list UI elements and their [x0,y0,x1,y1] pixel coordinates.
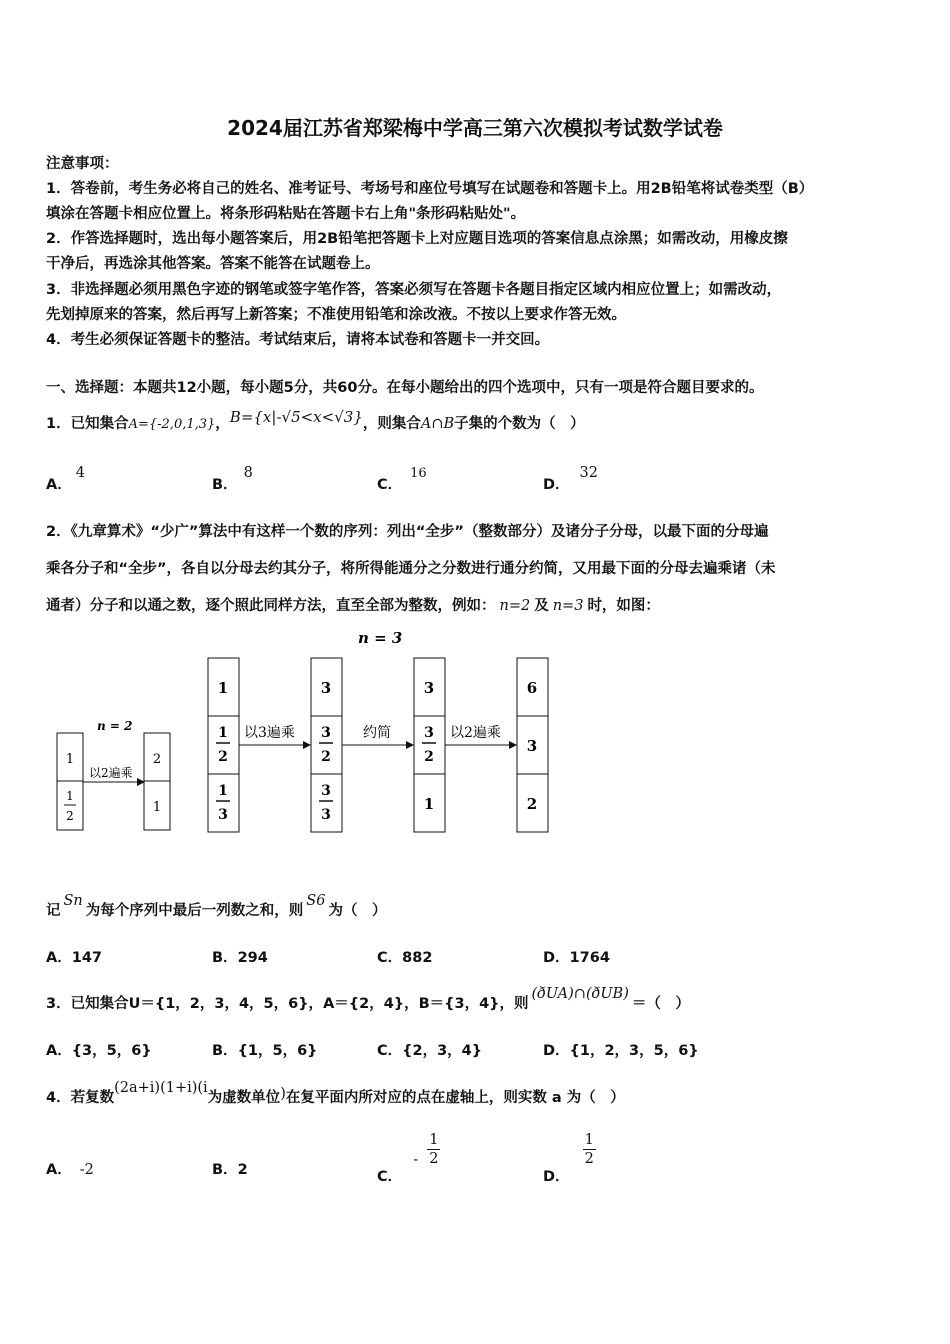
q1-comma: ， [215,416,230,432]
q3-expression: (ðUA)∩(ðUB) [531,986,629,1002]
simplify-label: 约简 [363,725,391,741]
n2-left-cell-1: 1 [65,752,75,767]
q2-line-1: 2．《九章算术》“少广”算法中有这样一个数的序列：列出“全步”（整数部分）及诸分子分母，以最下面的分母遍 [46,524,769,540]
n3-col1-cell-1: 1 [217,679,229,697]
frac-den: 2 [66,809,74,823]
q1-intersection: A∩B [420,416,455,432]
q2-option-c [377,946,432,967]
option-label: B． [212,1162,238,1178]
option-label: C． [377,477,403,493]
option-label: B． [212,950,238,966]
q2-option-b [212,946,268,967]
notice-line: 干净后，再选涂其他答案。答案不能答在试题卷上。 [46,256,380,272]
notice-line: 3．非选择题必须用黑色字迹的钢笔或签字笔作答，答案必须写在答题卡各题目指定区域内相应位置上；如需改动， [46,282,782,298]
section-heading: 一、选择题：本题共12小题，每小题5分，共60分。在每小题给出的四个选项中，只有一项是符合题目要求的。 [46,380,764,396]
svg-text:3: 3 [321,725,331,741]
notice-line: 2．作答选择题时，选出每小题答案后，用2B铅笔把答题卡上对应题目选项的答案信息点涂黑；如需改动，用橡皮擦 [46,231,788,247]
n3-label [358,629,402,647]
n2-arrow-label: 以2遍乘 [89,766,133,780]
option-label: D． [543,950,570,966]
notice-line: 1．答卷前，考生务必将自己的姓名、准考证号、考场号和座位号填写在试题卷和答题卡上。用2B铅笔将试卷类型（B） [46,181,814,197]
q2-ask [46,893,387,920]
question-3 [46,986,690,1013]
q2-line-3 [46,594,660,615]
svg-text:2: 2 [321,749,331,765]
option-label: D． [543,477,570,493]
n3-col4-cell-2: 3 [526,737,538,755]
q3-option-c [377,1039,482,1060]
notice-line: 先划掉原来的答案，然后再写上新答案；不准使用铅笔和涂改液。不按以上要求作答无效。 [46,307,626,323]
notice-heading: 注意事项： [46,156,119,172]
q4-paren: ) [280,1086,286,1102]
n2-left-column [57,733,83,830]
svg-text:3: 3 [321,783,331,799]
fraction-denominator: 2 [584,1151,594,1167]
svg-text:3: 3 [424,725,434,741]
q3-tail: ＝（ ） [631,996,690,1012]
fraction-neg-half [427,1131,440,1168]
option-label: A． [46,1043,72,1059]
q1-option-b [212,465,253,494]
q1-set-b: B={x|-√5<x<√3} [229,408,363,426]
svg-text:1: 1 [218,783,228,799]
n3-col3-cell-1: 3 [423,679,435,697]
n2-right-cell-1: 2 [152,752,162,767]
q2-option-d [543,946,610,967]
option-value: {2，3，4} [402,1043,483,1059]
option-value: 882 [402,950,433,966]
option-value: -2 [79,1162,94,1178]
q2-line-3-tail: 时，如图： [587,598,660,614]
n3-col2-cell-1: 3 [320,679,332,697]
q2-n3: n=3 [552,598,584,614]
q1-suffix: ，则集合 [362,416,421,432]
q1-option-d [543,465,598,494]
q2-line-2: 乘各分子和“全步”，各自以分母去约其分子，将所得能通分之分数进行通分约简，又用最下面的分母去遍乘诸（未 [46,561,776,577]
svg-text:2: 2 [424,749,434,765]
q3-set-b: B＝{3，4}， [418,996,514,1012]
q3-then: 则 [514,996,529,1012]
option-value: 4 [75,465,85,481]
q1-set-a: A={-2,0,1,3} [128,417,216,432]
question-1 [46,408,585,433]
option-value: 1764 [569,950,610,966]
q2-line-3-text: 通者）分子和以通之数，逐个照此同样方法，直至全部为整数，例如： [46,598,496,614]
q3-set-a: A＝{2，4}， [323,996,419,1012]
n3-column-4 [517,658,548,832]
svg-text:2: 2 [218,749,228,765]
option-label: A． [46,1162,72,1178]
fraction-numerator: 1 [429,1132,439,1148]
frac-num: 1 [66,789,74,803]
svg-text:n = 3: n = 3 [358,629,403,647]
notice-line: 4．考生必须保证答题卡的整洁。考试结束后，请将本试卷和答题卡一并交回。 [46,332,550,348]
option-value: 147 [71,950,103,966]
q3-set-u: U＝{1，2，3，4，5，6}， [128,996,324,1012]
n3-column-3 [414,658,445,832]
option-label: C． [377,1168,403,1185]
option-value: {1，5，6} [237,1043,318,1059]
n3-col3-cell-3: 1 [423,795,435,813]
q2-ask-b: 为每个序列中最后一列数之和，则 [85,903,304,919]
n2-label: n = 2 [97,719,133,733]
q4-tail: 在复平面内所对应的点在虚轴上，则实数 a 为（ ） [285,1090,625,1106]
option-label: D． [543,1168,570,1185]
n3-col4-cell-3: 2 [526,795,538,813]
q2-option-a [46,946,102,967]
q4-prefix: 4．若复数 [46,1090,115,1106]
q4-option-d [543,1131,596,1185]
q4-option-c [377,1131,440,1185]
option-label: C． [377,1043,403,1059]
option-label: C． [377,950,403,966]
option-value: 2 [237,1162,248,1178]
q1-prefix: 1．已知集合 [46,416,129,432]
n3-column-1 [208,658,239,832]
q4-option-a [46,1158,94,1179]
minus-sign: - [413,1151,419,1168]
q2-figure [40,620,570,845]
option-value: 294 [237,950,268,966]
option-value: 16 [410,466,427,481]
fraction-denominator: 2 [429,1151,439,1167]
svg-text:3: 3 [321,807,331,823]
option-label: A． [46,477,72,493]
q4-expression: (2a+i)(1+i)(i [114,1080,208,1096]
q3-option-b [212,1039,317,1060]
question-4 [46,1080,625,1107]
fraction-half [583,1131,596,1168]
notice-line: 填涂在答题卡相应位置上。将条形码粘贴在答题卡右上角"条形码粘贴处"。 [46,206,526,222]
q1-tail: 子集的个数为（ ） [454,416,585,432]
q2-sn: Sn [63,893,83,909]
option-value: 8 [243,465,253,481]
q2-ask-a: 记 [46,903,61,919]
q2-n2: n=2 [499,598,531,614]
q2-s6: S6 [306,893,326,909]
q2-ask-c: 为（ ） [328,903,387,919]
q2-and: 及 [534,598,549,614]
mult3-label: 以3遍乘 [244,725,295,741]
q1-option-c [377,466,427,494]
q3-option-d [543,1039,699,1060]
mult2-label: 以2遍乘 [450,725,501,741]
q4-option-b [212,1158,248,1179]
page-title: 2024届江苏省郑梁梅中学高三第六次模拟考试数学试卷 [227,116,723,140]
option-label: B． [212,1043,238,1059]
fraction-numerator: 1 [584,1132,594,1148]
n3-col4-cell-1: 6 [526,679,538,697]
svg-text:1: 1 [218,725,228,741]
option-label: A． [46,950,72,966]
q1-option-a [46,465,85,494]
n2-right-cell-2: 1 [152,800,162,815]
option-label: D． [543,1043,570,1059]
option-value: {3，5，6} [71,1043,152,1059]
q4-imaginary-unit: 为虚数单位 [207,1090,281,1106]
option-value: 32 [579,465,598,481]
q3-prefix: 3．已知集合 [46,996,129,1012]
option-value: {1，2，3，5，6} [569,1043,699,1059]
n2-right-column [144,733,170,830]
option-label: B． [212,477,238,493]
q3-option-a [46,1039,152,1060]
svg-text:3: 3 [218,807,228,823]
n3-column-2 [311,658,342,832]
